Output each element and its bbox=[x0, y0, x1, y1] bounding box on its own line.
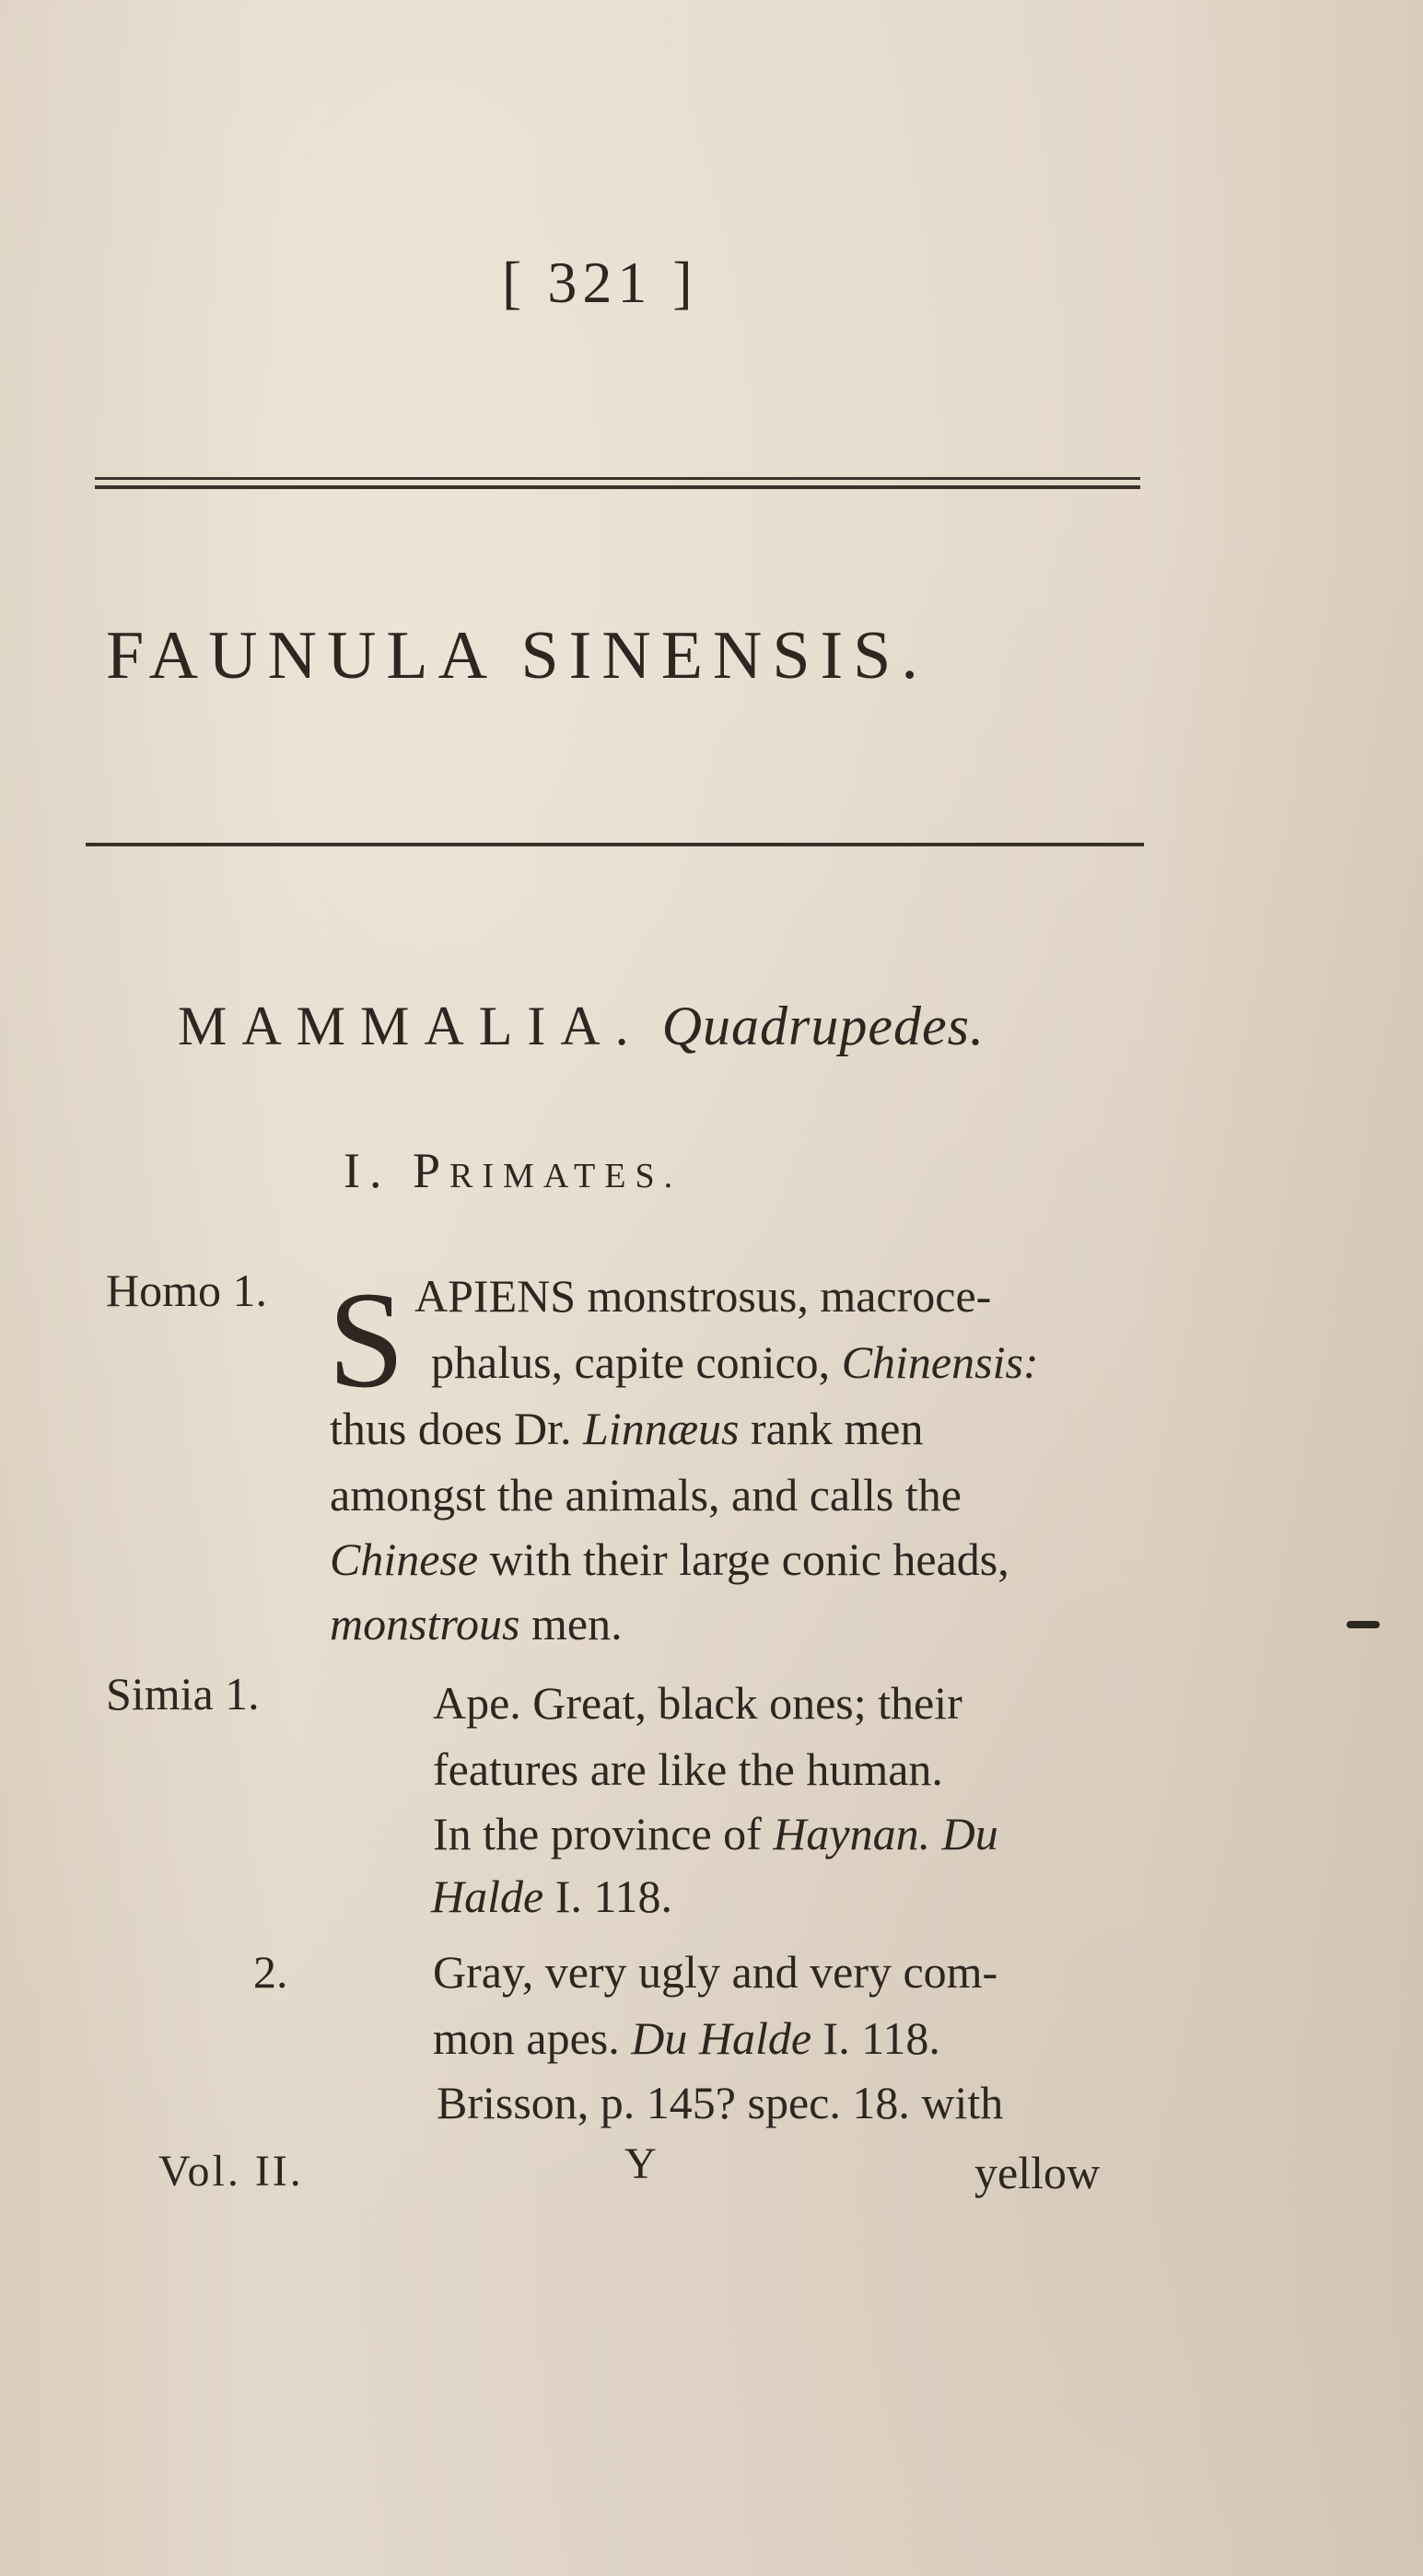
simia2-line-2-text: mon apes. bbox=[433, 2012, 632, 2064]
simia2-line-2-italic: Du Halde bbox=[631, 2012, 812, 2064]
class-heading-sub: Quadrupedes. bbox=[661, 996, 985, 1056]
homo-line-6-text: men. bbox=[519, 1598, 623, 1649]
simia1-line-4-text: I. 118. bbox=[543, 1871, 672, 1922]
homo-line-3 bbox=[330, 1402, 923, 1455]
rule-line-bottom bbox=[95, 485, 1140, 489]
simia1-line-3-tail: Du bbox=[930, 1808, 998, 1859]
double-rule bbox=[95, 477, 1140, 490]
order-rest: RIMATES. bbox=[449, 1157, 682, 1195]
simia1-line-3-text: In the province of bbox=[433, 1808, 774, 1859]
catchword: yellow bbox=[974, 2147, 1101, 2198]
entry-label-simia-1: Simia 1. bbox=[106, 1668, 260, 1719]
entry-label-homo: Homo 1. bbox=[106, 1265, 267, 1316]
simia1-line-3-italic: Haynan. bbox=[773, 1808, 931, 1859]
homo-line-2 bbox=[431, 1335, 1039, 1389]
homo-line-5-text: with their large conic heads, bbox=[478, 1533, 1009, 1585]
simia2-line-3: Brisson, p. 145? spec. 18. with bbox=[437, 2077, 1004, 2128]
class-heading-main: MAMMALIA. bbox=[178, 996, 644, 1056]
volume-signature: Vol. II. bbox=[158, 2147, 304, 2196]
simia2-line-2-tail: I. 118. bbox=[811, 2012, 940, 2064]
homo-line-6-italic: monstrous bbox=[330, 1598, 520, 1649]
drop-cap: S bbox=[328, 1264, 405, 1416]
simia1-line-4-italic: Halde bbox=[431, 1871, 544, 1922]
single-rule bbox=[86, 843, 1144, 846]
simia1-line-2: features are like the human. bbox=[433, 1743, 943, 1795]
homo-line-1: APIENS monstrosus, macroce- bbox=[414, 1270, 992, 1322]
signature-mark: Y bbox=[624, 2139, 659, 2188]
order-initial: P bbox=[412, 1143, 450, 1198]
homo-line-3-text: thus does Dr. bbox=[330, 1403, 583, 1454]
simia1-line-4 bbox=[431, 1870, 672, 1923]
homo-line-3-tail: rank men bbox=[739, 1403, 924, 1454]
homo-line-2-italic: Chinensis: bbox=[841, 1336, 1039, 1388]
homo-line-5-italic: Chinese bbox=[330, 1533, 479, 1585]
simia2-line-1: Gray, very ugly and very com- bbox=[433, 1946, 998, 1998]
page-number: [ 321 ] bbox=[502, 250, 698, 315]
homo-line-2-text: phalus, capite conico, bbox=[431, 1336, 842, 1388]
entry-label-simia-2: 2. bbox=[253, 1946, 288, 1998]
order-numeral: I. bbox=[344, 1143, 391, 1198]
order-heading bbox=[344, 1142, 682, 1199]
margin-mark bbox=[1347, 1621, 1380, 1628]
page-title: FAUNULA SINENSIS. bbox=[106, 618, 928, 694]
simia2-line-2 bbox=[433, 2011, 940, 2065]
homo-line-5 bbox=[330, 1533, 1009, 1586]
homo-line-3-italic: Linnæus bbox=[583, 1403, 740, 1454]
homo-line-6 bbox=[330, 1597, 623, 1650]
simia1-line-3 bbox=[433, 1807, 998, 1860]
homo-line-4: amongst the animals, and calls the bbox=[330, 1469, 962, 1521]
rule-line-top bbox=[95, 477, 1140, 480]
simia1-line-1: Ape. Great, black ones; their bbox=[433, 1677, 962, 1729]
class-heading bbox=[178, 995, 985, 1058]
